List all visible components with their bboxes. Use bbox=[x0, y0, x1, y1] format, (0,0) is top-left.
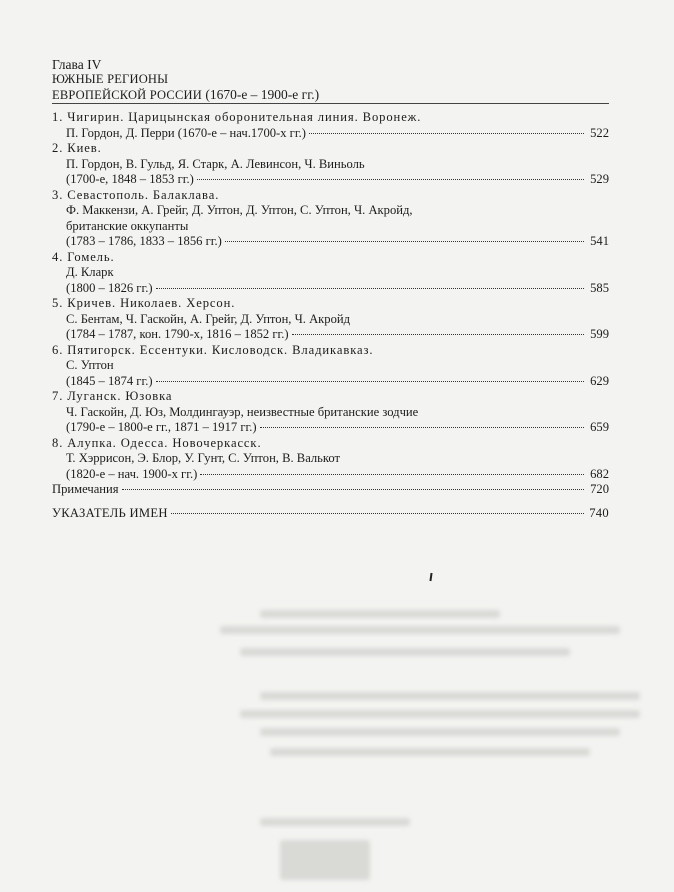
section-years-text: (1790-е – 1800-е гг., 1871 – 1917 гг.) bbox=[66, 420, 257, 434]
table-of-contents bbox=[52, 110, 609, 521]
chapter-label: Глава IV bbox=[52, 57, 102, 72]
section-architects: Д. Кларк bbox=[66, 265, 114, 279]
dot-leader bbox=[197, 179, 584, 180]
index-entry-text: УКАЗАТЕЛЬ ИМЕН bbox=[52, 505, 168, 520]
section-years-text: (1783 – 1786, 1833 – 1856 гг.) bbox=[66, 234, 222, 248]
page-number: 659 bbox=[590, 420, 609, 434]
notes-entry-text: Примечания bbox=[52, 482, 119, 496]
section-years-text: (1845 – 1874 гг.) bbox=[66, 373, 153, 388]
section-title: 5. Кричев. Николаев. Херсон. bbox=[52, 296, 236, 310]
section-years-text: (1700-е, 1848 – 1853 гг.) bbox=[66, 172, 194, 186]
toc-section bbox=[52, 343, 609, 390]
section-years-text: (1800 – 1826 гг.) bbox=[66, 280, 153, 295]
toc-section bbox=[52, 250, 609, 297]
scan-mark bbox=[429, 573, 432, 581]
chapter-title-caps: ЕВРОПЕЙСКОЙ РОССИИ bbox=[52, 88, 202, 102]
section-architects: британские оккупанты bbox=[66, 218, 189, 233]
toc-section bbox=[52, 188, 609, 250]
dot-leader bbox=[156, 381, 584, 382]
section-architects: Т. Хэррисон, Э. Блор, У. Гунт, С. Уптон, В. Валькот bbox=[66, 451, 341, 465]
section-years bbox=[52, 234, 609, 250]
notes-entry bbox=[52, 482, 609, 498]
toc-section bbox=[52, 296, 609, 343]
section-years bbox=[52, 172, 609, 188]
index-entry bbox=[52, 506, 609, 522]
section-years bbox=[52, 374, 609, 390]
page-number: 682 bbox=[590, 466, 609, 481]
chapter-title-line1: ЮЖНЫЕ РЕГИОНЫ bbox=[52, 72, 169, 86]
bleed-through-text bbox=[200, 600, 660, 892]
section-years bbox=[52, 126, 609, 142]
page-number: 585 bbox=[590, 280, 609, 295]
toc-section bbox=[52, 389, 609, 436]
section-title: 2. Киев. bbox=[52, 141, 102, 155]
chapter-title-line2 bbox=[52, 87, 319, 103]
dot-leader bbox=[292, 334, 584, 335]
chapter-title-years: (1670-е – 1900-е гг.) bbox=[201, 87, 320, 102]
page-number: 720 bbox=[590, 482, 609, 496]
dot-leader bbox=[309, 133, 584, 134]
page-number: 522 bbox=[590, 125, 609, 140]
dot-leader bbox=[122, 489, 584, 490]
section-years bbox=[52, 467, 609, 483]
section-title: 6. Пятигорск. Ессентуки. Кисловодск. Владикавказ. bbox=[52, 342, 374, 357]
dot-leader bbox=[171, 513, 584, 514]
section-years-text: (1820-е – нач. 1900-х гг.) bbox=[66, 466, 198, 481]
section-years bbox=[52, 281, 609, 297]
section-architects: П. Гордон, В. Гульд, Я. Старк, А. Левинсон, Ч. Виньоль bbox=[66, 156, 365, 171]
dot-leader bbox=[260, 427, 584, 428]
dot-leader bbox=[200, 474, 584, 475]
spacer bbox=[52, 498, 609, 506]
section-years-text: П. Гордон, Д. Перри (1670-е – нач.1700-х гг.) bbox=[66, 125, 306, 140]
dot-leader bbox=[225, 241, 584, 242]
section-architects: С. Бентам, Ч. Гаскойн, А. Грейг, Д. Уптон, Ч. Акройд bbox=[66, 311, 351, 326]
dot-leader bbox=[156, 288, 584, 289]
page-number: 529 bbox=[590, 172, 609, 186]
section-architects: С. Уптон bbox=[66, 358, 114, 372]
section-title: 8. Алупка. Одесса. Новочеркасск. bbox=[52, 435, 262, 450]
toc-section bbox=[52, 436, 609, 483]
section-title: 1. Чигирин. Царицынская оборонительная линия. Воронеж. bbox=[52, 110, 422, 124]
section-years bbox=[52, 327, 609, 343]
section-years bbox=[52, 420, 609, 436]
page-number: 740 bbox=[589, 505, 609, 520]
toc-section bbox=[52, 141, 609, 188]
toc-section bbox=[52, 110, 609, 141]
section-title: 3. Севастополь. Балаклава. bbox=[52, 187, 220, 202]
heading-rule bbox=[52, 103, 609, 104]
section-architects: Ч. Гаскойн, Д. Юз, Молдингауэр, неизвестные британские зодчие bbox=[66, 404, 419, 419]
section-title: 4. Гомель. bbox=[52, 249, 115, 264]
page-number: 629 bbox=[590, 373, 609, 388]
section-architects: Ф. Маккензи, А. Грейг, Д. Уптон, Д. Уптон, С. Уптон, Ч. Акройд, bbox=[66, 203, 413, 217]
section-years-text: (1784 – 1787, кон. 1790-х, 1816 – 1852 гг.) bbox=[66, 327, 289, 341]
page-number: 599 bbox=[590, 327, 609, 341]
section-title: 7. Луганск. Юзовка bbox=[52, 389, 173, 403]
chapter-heading bbox=[52, 57, 319, 103]
page-number: 541 bbox=[590, 234, 609, 248]
